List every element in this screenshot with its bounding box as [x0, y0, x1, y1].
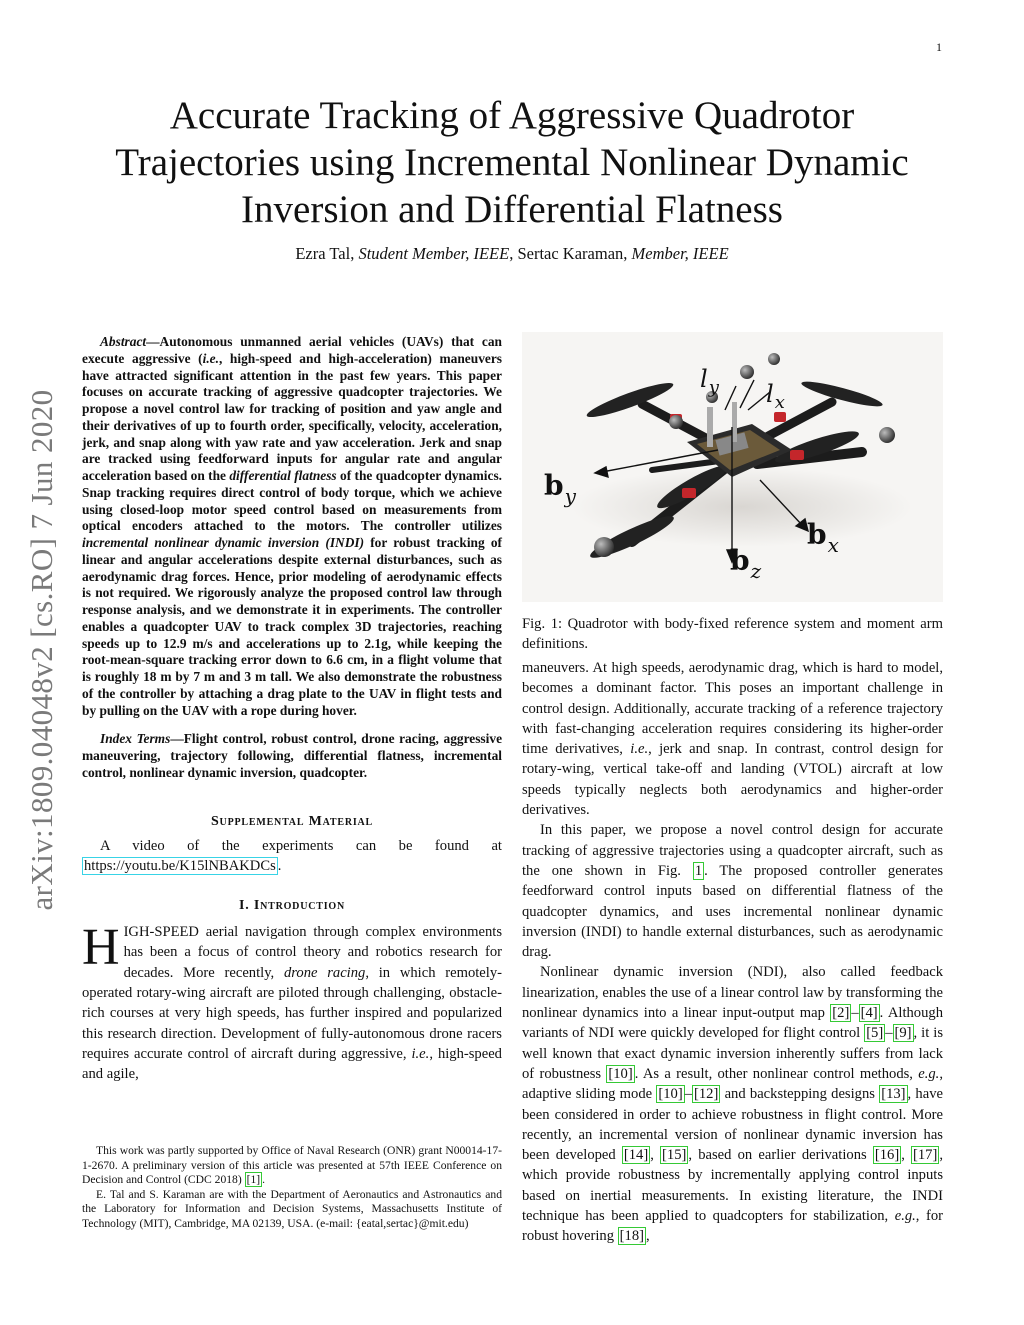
intro-paragraph [82, 919, 502, 1084]
ref-2-link[interactable]: [2] [832, 1005, 850, 1022]
fig-1-link[interactable]: 1 [694, 862, 703, 879]
label-bx-main: b [807, 518, 827, 551]
supplemental-text [82, 836, 502, 877]
footnote-funding-text: This work was partly supported by Office of Naval Research (ONR) grant N00014-17-1-2670. A preliminary version of this article was presented at 57th IEEE Conference on Decision and Control (CDC 2018) [82, 1144, 502, 1187]
author-1-role: Student Member, IEEE [358, 244, 510, 263]
rp3-comma-2: , [901, 1147, 912, 1164]
footnote-funding [82, 1144, 502, 1188]
rp3-text-a: Nonlinear dynamic inversion (NDI), also called feedback linearization, enables the use of a linear control law by transforming the nonlinear dynamics into a linear input-output map [522, 964, 943, 1022]
label-by-sub: y [564, 484, 576, 508]
ref-4-link[interactable]: [4] [860, 1005, 878, 1022]
footnote-funding-end: . [262, 1173, 266, 1187]
abstract-text-2: , high-speed and high-acceleration) maneuvers have attracted significant attention in the past few years. This paper focuses on accurate tracking of aggressive quadcopter trajectories. We propose a novel control law for tracking of position and yaw angle and their derivatives of up to fourth order, specifically, velocity, acceleration, jerk, and snap along with yaw rate and yaw acceleration. Jerk and snap are tracked using feedforward inputs for angular rate and angular acceleration based on the [82, 350, 502, 483]
rp3-text-i: and backstepping designs [720, 1086, 880, 1103]
label-bx-sub: x [827, 533, 839, 557]
label-lx-sub: x [774, 392, 785, 413]
label-bz-sub: z [750, 559, 762, 583]
title-line-2: Trajectories using Incremental Nonlinear Dynamic [115, 141, 909, 184]
rp3-comma-1: , [650, 1147, 661, 1164]
ref-5-link[interactable]: [5] [866, 1025, 884, 1042]
rp3-eg: e.g. [918, 1065, 940, 1082]
label-bz-main: b [730, 544, 750, 577]
supplemental-sentence: A video of the experiments can be found at [100, 837, 502, 854]
rp3-text-e: , it is well known that exact dynamic inversion inherently suffers from lack of robustness [522, 1025, 943, 1082]
intro-text-1: aerial navigation through complex environments has been a focus of control theory and robotics research for decades. More recently, [123, 924, 502, 981]
label-by-main: b [544, 469, 564, 502]
ref-18-link[interactable]: [18] [619, 1228, 644, 1245]
ref-14-link[interactable]: [14] [623, 1147, 649, 1164]
abstract [82, 334, 502, 719]
intro-ie: i.e. [411, 1045, 430, 1062]
label-lx-main: l [766, 380, 774, 408]
index-terms [82, 731, 502, 781]
rp3-text-g: , adaptive sliding mode [522, 1065, 943, 1103]
label-ly-main: l [700, 365, 708, 393]
introduction-heading: I. Introduction [238, 898, 345, 914]
ref-17-link[interactable]: [17] [913, 1147, 938, 1164]
right-column [522, 332, 943, 1247]
page-number: 1 [936, 40, 942, 54]
rp3-dash-1: – [851, 1005, 859, 1022]
intro-caps: IGH-SPEED [123, 924, 199, 941]
abstract-indi: incremental nonlinear dynamic inversion (INDI) [82, 535, 365, 550]
abstract-text-1: —Autonomous unmanned aerial vehicles (UAVs) that can execute aggressive ( [82, 334, 502, 366]
rp1-text-a: maneuvers. At high speeds, aerodynamic drag, which is hard to model, becomes a dominant factor. This poses an important challenge in control design. Additionally, accurate tracking of a reference trajectory with fast-changing acceleration requires considering its higher-order time derivatives, [522, 660, 943, 758]
rp2-text-a: In this paper, we propose a novel control design for accurate tracking of aggressive trajectories using a quadcopter aircraft, such as the one shown in Fig. [522, 822, 943, 879]
right-paragraph-3 [522, 962, 943, 1246]
intro-text-2: , in which remotely-operated rotary-wing aircraft are piloted through challenging, obstacle-rich courses at very high speeds, has further inspired and popularized this research direction. Development of fully-autonomous drone racers requires accurate control of aircraft during aggressive, [82, 964, 502, 1062]
index-terms-lead: Index Terms [100, 731, 171, 747]
abstract-text-4: for robust tracking of linear and angular accelerations despite external disturbances, such as aerodynamic drag forces. Hence, prior modeling of aerodynamic effects is not required. We rigorously analyze the proposed control law through response analysis, and we demonstrate it in experiments. The controller enables a quadcopter UAV to track complex 3D trajectories, reaching speeds up to 12.9 m/s and accelerations up to 2.1g, while keeping the root-mean-square tracking error down to 6.6 cm, in a flight volume that is roughly 18 m by 7 m and 3 m tall. We also demonstrate the robustness of the controller by attaching a drag plate to the UAV in flight tests and by pulling on the UAV with a rope during hover. [82, 535, 502, 718]
rp3-text-c: . Although variants of NDI were quickly developed for flight control [522, 1005, 943, 1042]
left-column [82, 334, 502, 1084]
rp3-text-p: , [646, 1228, 650, 1245]
author-line [70, 244, 954, 264]
rp3-text-f: . As a result, other nonlinear control methods, [634, 1065, 919, 1082]
ref-9-link[interactable]: [9] [894, 1025, 912, 1042]
quadrotor-photo [522, 332, 943, 602]
rp3-text-j: , have been considered in order to achieve robustness in flight control. More recently, an incremental version of nonlinear dynamic inversion has been developed [522, 1086, 943, 1164]
rp3-eg-2: e.g. [894, 1208, 916, 1225]
author-1-name: Ezra Tal, [295, 244, 359, 263]
dropcap-letter: H [82, 919, 120, 977]
footnote [82, 1144, 502, 1232]
ref-10b-link[interactable]: [10] [658, 1086, 683, 1103]
author-separator: , Sertac Karaman, [509, 244, 632, 263]
index-terms-text: —Flight control, robust control, drone racing, aggressive maneuvering, trajectory following, differential flatness, incremental control, nonlinear dynamic inversion, quadcopter. [82, 731, 503, 780]
supplemental-heading: Supplemental Material [210, 813, 374, 829]
intro-text-3: , high-speed and agile, [82, 1045, 502, 1083]
ref-13-link[interactable]: [13] [881, 1086, 906, 1103]
right-paragraph-1 [522, 658, 943, 820]
rp1-text-b: , jerk and snap. In contrast, control design for rotary-wing, vertical take-off and landing (VTOL) aircraft at low speeds typically neglects both aerodynamics and higher-order derivatives. [522, 741, 943, 819]
abstract-lead: Abstract [100, 334, 147, 349]
right-paragraph-2 [522, 820, 943, 962]
ref-12-link[interactable]: [12] [693, 1086, 719, 1103]
ref-10-link[interactable]: [10] [608, 1065, 633, 1082]
ref-15-link[interactable]: [15] [662, 1147, 687, 1164]
arxiv-identifier: arXiv:1809.04048v2 [cs.RO] 7 Jun 2020 [24, 389, 59, 911]
video-link[interactable]: https://youtu.be/K15lNBAKDCs [84, 857, 276, 874]
rp3-dash-2: – [885, 1025, 893, 1042]
rp3-text-l: , based on earlier derivations [688, 1147, 873, 1164]
abstract-text-3: of the quadcopter dynamics. Snap tracking requires direct control of body torque, which we achieve using closed-loop motor speed control based on measurements from optical encoders attached to the motors. The controller utilizes [82, 468, 503, 534]
rp1-ie: i.e. [630, 741, 649, 758]
title-line-1: Accurate Tracking of Aggressive Quadrotor [169, 94, 855, 137]
footnote-affiliation: E. Tal and S. Karaman are with the Department of Aeronautics and Astronautics and the Laboratory for Information and Decision Systems, Massachusetts Institute of Technology (MIT), Cambridge, MA 02139, USA. (e-mail: {eatal,sertac}@mit.edu) [82, 1187, 502, 1230]
ref-1-link[interactable]: [1] [246, 1173, 261, 1187]
abstract-flatness: differential flatness [229, 468, 337, 483]
author-2-role: Member, IEEE [631, 244, 729, 263]
intro-drone-racing: drone racing [283, 964, 366, 981]
title-line-3: Inversion and Differential Flatness [241, 188, 783, 231]
quadrotor-figure [522, 332, 943, 602]
supplemental-end: . [277, 857, 282, 874]
label-ly-sub: y [708, 377, 719, 398]
rp2-text-b: . The proposed controller generates feedforward control inputs based on differential flatness of the quadcopter dynamics, and uses incremental nonlinear dynamic inversion (INDI) to handle external disturbances, such as aerodynamic drag. [522, 862, 943, 961]
rp3-text-o: , for robust hovering [522, 1208, 943, 1245]
rp3-text-n: , which provide robustness by incrementally applying control inputs based on inertial measurements. In existing literature, the INDI technique has been applied to quadcopters for stabilization, [522, 1147, 943, 1225]
abstract-ie: i.e. [202, 350, 219, 366]
rp3-dash-3: – [684, 1086, 692, 1103]
ref-16-link[interactable]: [16] [874, 1147, 900, 1164]
figure-caption: Fig. 1: Quadrotor with body-fixed reference system and moment arm definitions. [522, 616, 943, 652]
paper-title [70, 92, 954, 233]
